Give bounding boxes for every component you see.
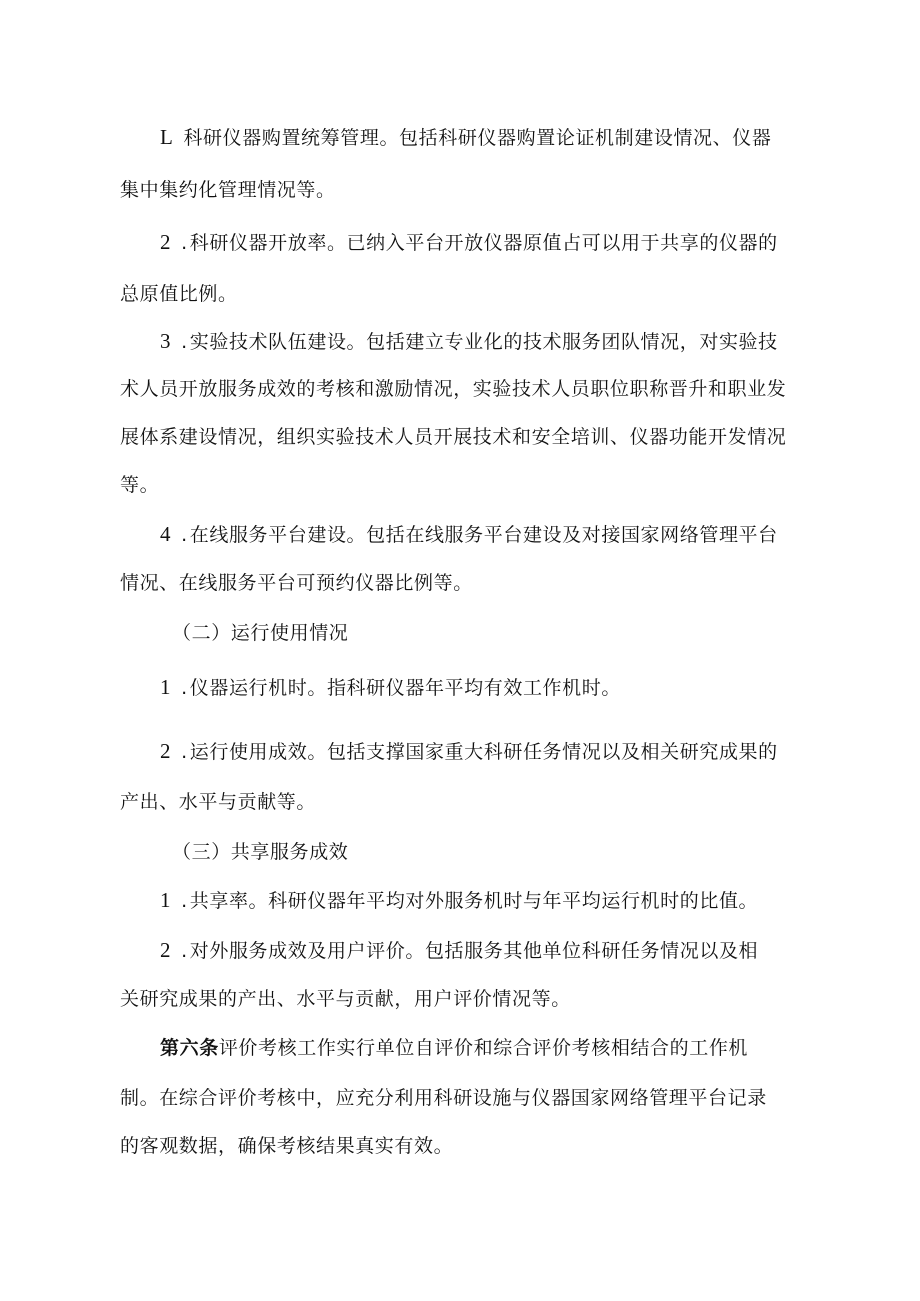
- article-6-line-1: [160, 1035, 800, 1061]
- item-dot: .: [181, 232, 188, 254]
- item-text: 对外服务成效及用户评价。包括服务其他单位科研任务情况以及相: [189, 940, 759, 962]
- article-label: 第六条: [160, 1037, 219, 1059]
- management-item-1-line-2: 集中集约化管理情况等。: [120, 179, 336, 201]
- management-item-3-line-2: 术人员开放服务成效的考核和激励情况，实验技术人员职位职称晋升和职业发: [120, 378, 787, 400]
- management-item-2-line-2: 总原值比例。: [120, 283, 238, 305]
- item-text: 科研仪器开放率。已纳入平台开放仪器原值占可以用于共享的仪器的: [189, 232, 778, 254]
- item-dot: .: [181, 741, 188, 763]
- item-dot: .: [181, 940, 188, 962]
- item-text: 运行使用成效。包括支撑国家重大科研任务情况以及相关研究成果的: [189, 741, 778, 763]
- item-text: 仪器运行机时。指科研仪器年平均有效工作机时。: [189, 677, 621, 699]
- article-text: 评价考核工作实行单位自评价和综合评价考核相结合的工作机: [218, 1037, 749, 1059]
- management-item-4-line-1: [160, 521, 800, 548]
- management-item-4-line-2: 情况、在线服务平台可预约仪器比例等。: [120, 572, 473, 594]
- sharing-item-2-line-2: 关研究成果的产出、水平与贡献，用户评价情况等。: [120, 988, 571, 1010]
- section-heading-sharing: （三）共享服务成效: [172, 841, 349, 863]
- item-number: 2: [160, 739, 172, 763]
- management-item-3-line-3: 展体系建设情况，组织实验技术人员开展技术和安全培训、仪器功能开发情况: [120, 426, 787, 448]
- item-dot: .: [181, 890, 188, 912]
- item-number: 4: [160, 522, 172, 546]
- article-6-line-3: 的客观数据，确保考核结果真实有效。: [120, 1135, 454, 1157]
- item-number: 2: [160, 938, 172, 962]
- item-number: L: [160, 125, 174, 149]
- sharing-item-1-line-1: [160, 887, 800, 914]
- item-text: 在线服务平台建设。包括在线服务平台建设及对接国家网络管理平台: [189, 524, 778, 546]
- item-dot: .: [181, 524, 188, 546]
- item-number: 1: [160, 675, 172, 699]
- management-item-2-line-1: [160, 229, 800, 256]
- management-item-3-line-4: 等。: [120, 474, 160, 496]
- operation-item-2-line-2: 产出、水平与贡献等。: [120, 791, 317, 813]
- item-text: 共享率。科研仪器年平均对外服务机时与年平均运行机时的比值。: [189, 890, 759, 912]
- item-number: 2: [160, 230, 172, 254]
- item-number: 1: [160, 888, 172, 912]
- operation-item-2-line-1: [160, 738, 800, 765]
- item-text: 科研仪器购置统筹管理。包括科研仪器购置论证机制建设情况、仪器: [183, 127, 772, 149]
- management-item-3-line-1: [160, 328, 800, 355]
- article-6-line-2: 制。在综合评价考核中，应充分利用科研设施与仪器国家网络管理平台记录: [120, 1087, 767, 1109]
- item-dot: .: [181, 677, 188, 699]
- section-heading-operation: （二）运行使用情况: [172, 622, 349, 644]
- sharing-item-2-line-1: [160, 937, 800, 964]
- management-item-1-line-1: [160, 124, 800, 151]
- item-dot: .: [181, 331, 188, 353]
- item-number: 3: [160, 329, 172, 353]
- operation-item-1-line-1: [160, 674, 800, 701]
- item-text: 实验技术队伍建设。包括建立专业化的技术服务团队情况，对实验技: [189, 331, 778, 353]
